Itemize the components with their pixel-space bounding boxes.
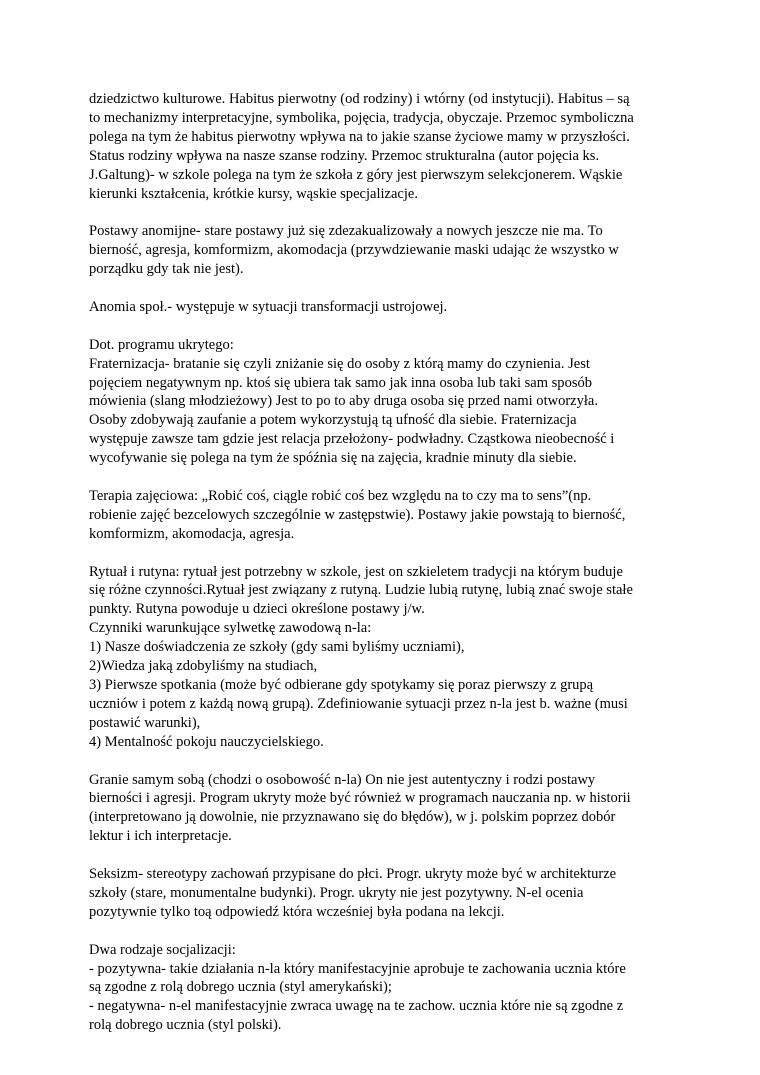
- list-item: 3) Pierwsze spotkania (może być odbierane gdy spotykamy się poraz pierwszy z grupą: [89, 677, 594, 694]
- text-line: komformizm, akomodacja, agresja.: [89, 525, 295, 542]
- list-item: 2)Wiedza jaką zdobyliśmy na studiach,: [89, 658, 318, 675]
- paragraph-rytual-i-rutyna: [89, 563, 679, 752]
- text-line: lektur i ich interpretacje.: [89, 828, 232, 845]
- text-line: (interpretowano ją dowolnie, nie przyznawano się do błędów), w j. polskim poprzez dobór: [89, 809, 616, 826]
- document-page: [89, 90, 679, 1035]
- text-line: Czynniki warunkujące sylwetkę zawodową n-la:: [89, 620, 372, 637]
- text-line: Seksizm- stereotypy zachowań przypisane do płci. Progr. ukryty może być w architekturze: [89, 866, 617, 883]
- text-line: pojęciem negatywnym np. ktoś się ubiera tak samo jak inna osoba lub taki sam sposób: [89, 374, 592, 391]
- text-line: Rytuał i rutyna: rytuał jest potrzebny w szkole, jest on szkieletem tradycji na którym buduje: [89, 563, 623, 580]
- text-line: Anomia społ.- występuje w sytuacji transformacji ustrojowej.: [89, 298, 448, 315]
- list-item: - negatywna- n-el manifestacyjnie zwraca uwagę na te zachow. ucznia które nie są zgodne z: [89, 998, 624, 1015]
- list-item: - pozytywna- takie działania n-la który manifestacyjnie aprobuje te zachowania ucznia które: [89, 960, 626, 977]
- text-line: bierności i agresji. Program ukryty może być również w programach nauczania np. w historii: [89, 790, 631, 807]
- paragraph-granie-samym-soba: [89, 771, 679, 847]
- text-line: szkoły (stare, monumentalne budynki). Progr. ukryty nie jest pozytywny. N-el ocenia: [89, 884, 584, 901]
- list-item: 1) Nasze doświadczenia ze szkoły (gdy sami byliśmy uczniami),: [89, 639, 465, 656]
- paragraph-terapia-zajeciowa: [89, 487, 679, 544]
- text-line: uczniów i potem z każdą nową grupą). Zdefiniowanie sytuacji przez n-la jest b. ważne (musi: [89, 695, 628, 712]
- list-item: 4) Mentalność pokoju nauczycielskiego.: [89, 733, 324, 750]
- text-line: postawić warunki),: [89, 714, 201, 731]
- text-line: są zgodne z rolą dobrego ucznia (styl amerykański);: [89, 979, 392, 996]
- text-line: Osoby zdobywają zaufanie a potem wykorzystują tą ufność dla siebie. Fraternizacja: [89, 412, 577, 429]
- text-line: polega na tym że habitus pierwotny wpływa na to jakie szanse życiowe mamy w przyszłości.: [89, 128, 630, 145]
- paragraph-program-ukryty: [89, 336, 679, 468]
- text-line: Dot. programu ukrytego:: [89, 336, 234, 353]
- text-line: porządku gdy tak nie jest).: [89, 261, 244, 278]
- paragraph-seksizm: [89, 865, 679, 922]
- text-line: J.Galtung)- w szkole polega na tym że szkoła z góry jest pierwszym selekcjonerem. Wąskie: [89, 166, 623, 183]
- paragraph-anomia: [89, 298, 679, 317]
- text-line: wycofywanie się polega na tym że spóźnia się na zajęcia, kradnie minuty dla siebie.: [89, 450, 577, 467]
- text-line: Dwa rodzaje socjalizacji:: [89, 941, 236, 958]
- text-line: to mechanizmy interpretacyjne, symbolika, pojęcia, tradycja, obyczaje. Przemoc symboliczna: [89, 109, 634, 126]
- text-line: Terapia zajęciowa: „Robić coś, ciągle robić coś bez względu na to czy ma to sens”(np.: [89, 487, 592, 504]
- paragraph-postawy-anomijne: [89, 222, 679, 279]
- text-line: bierność, agresja, komformizm, akomodacja (przywdziewanie maski udając że wszystko w: [89, 242, 619, 259]
- text-line: kierunki kształcenia, krótkie kursy, wąskie specjalizacje.: [89, 185, 418, 202]
- text-line: Granie samym sobą (chodzi o osobowość n-la) On nie jest autentyczny i rodzi postawy: [89, 771, 596, 788]
- text-line: mówienia (slang młodzieżowy) Jest to po to aby druga osoba się przed nami otworzyła.: [89, 393, 599, 410]
- paragraph-socjalizacja: [89, 941, 679, 1036]
- text-line: dziedzictwo kulturowe. Habitus pierwotny (od rodziny) i wtórny (od instytucji). Habitus – są: [89, 91, 630, 107]
- text-line: robienie zajęć bezcelowych szczególnie w zastępstwie). Postawy jakie powstają to bierność,: [89, 506, 626, 523]
- text-line: rolą dobrego ucznia (styl polski).: [89, 1017, 282, 1034]
- text-line: Postawy anomijne- stare postawy już się zdezakualizowały a nowych jeszcze nie ma. To: [89, 223, 603, 240]
- text-line: punkty. Rutyna powoduje u dzieci określone postawy j/w.: [89, 601, 425, 618]
- text-line: Status rodziny wpływa na nasze szanse rodziny. Przemoc strukturalna (autor pojęcia ks.: [89, 147, 600, 164]
- text-line: pozytywnie tylko toą odpowiedź która wcześniej była podana na lekcji.: [89, 903, 505, 920]
- text-line: się różne czynności.Rytuał jest związany z rutyną. Ludzie lubią rutynę, lubią znać swoje stałe: [89, 582, 633, 599]
- text-line: występuje zawsze tam gdzie jest relacja przełożony- podwładny. Cząstkowa nieobecność i: [89, 431, 615, 448]
- paragraph-habitus: [89, 90, 679, 203]
- text-line: Fraternizacja- bratanie się czyli zniżanie się do osoby z którą mamy do czynienia. Jest: [89, 355, 590, 372]
